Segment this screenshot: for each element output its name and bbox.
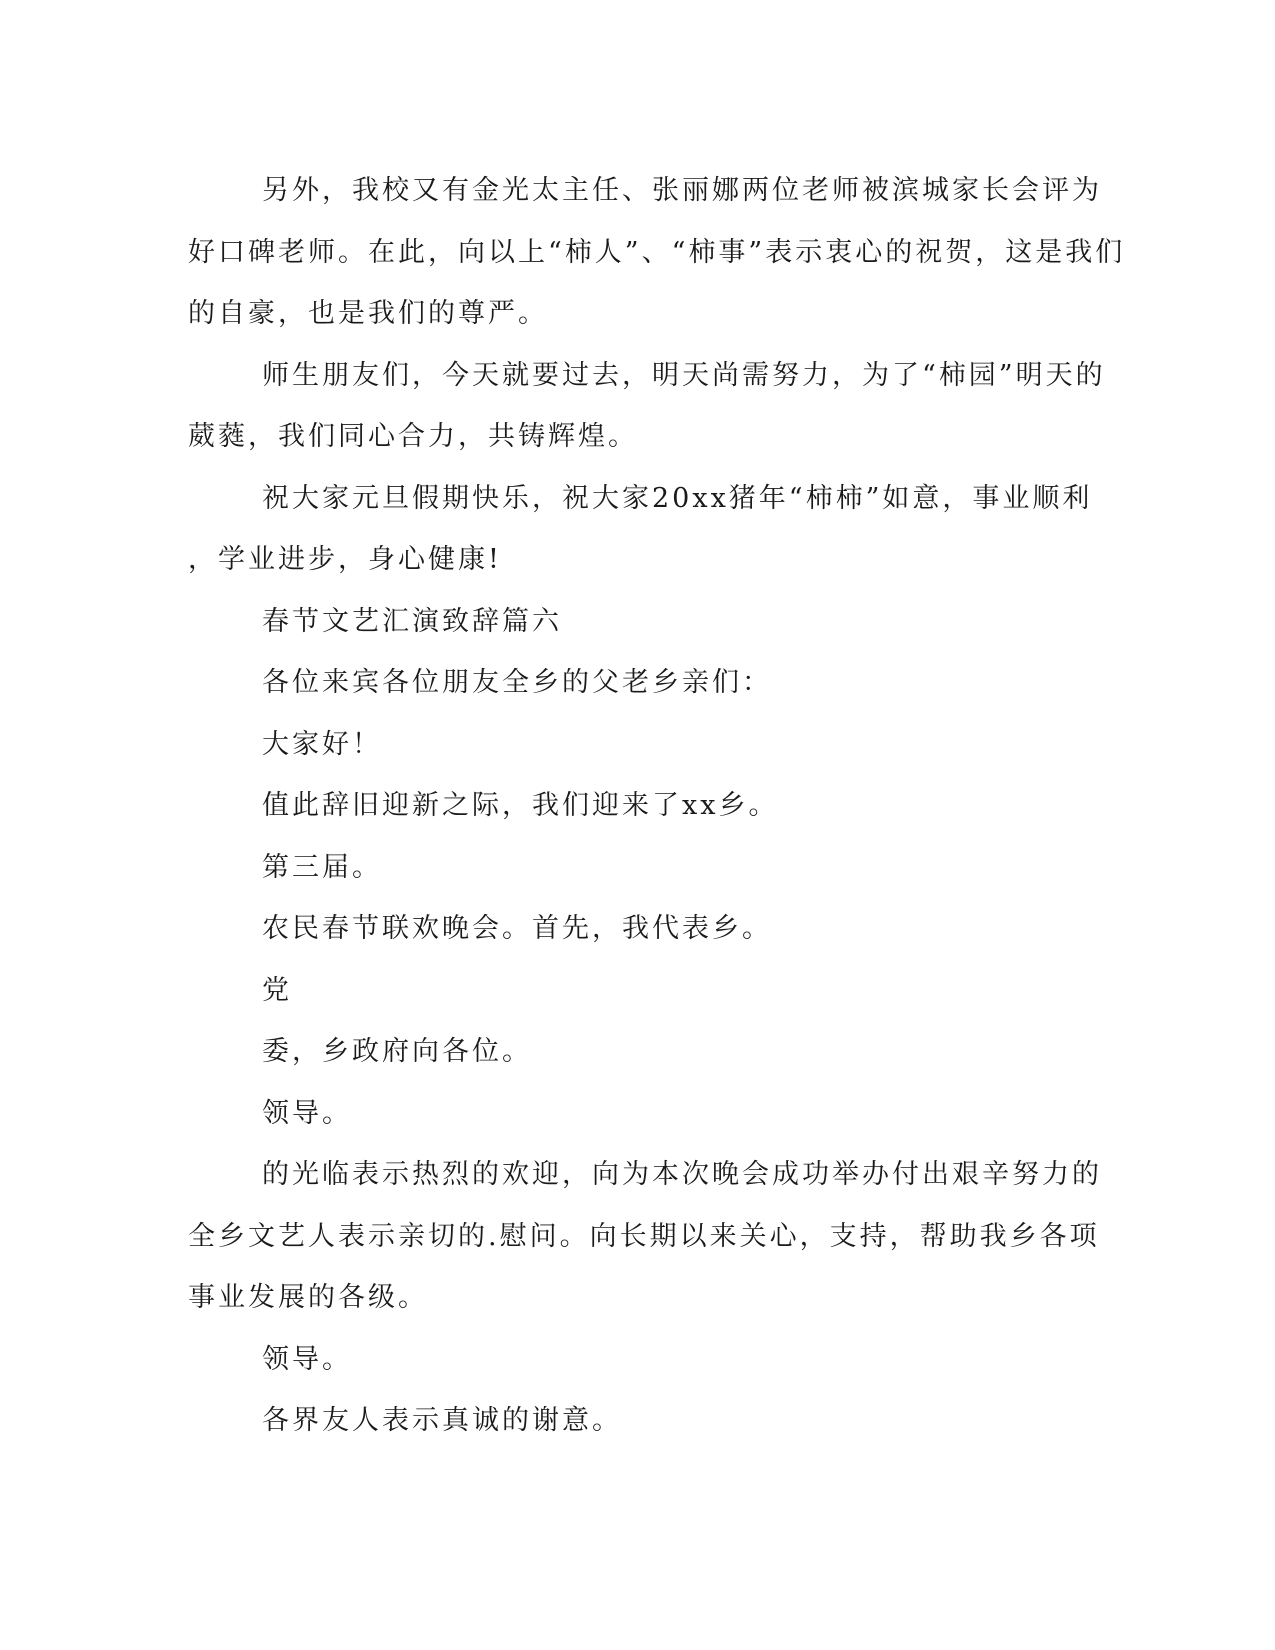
text-line: 好口碑老师。在此，向以上“柿人”、“柿事”表示衷心的祝贺，这是我们 [188, 236, 1126, 268]
text-line: 葳蕤，我们同心合力，共铸辉煌。 [188, 421, 638, 452]
text-line: 全乡文艺人表示亲切的.慰问。向长期以来关心，支持，帮助我乡各项 [188, 1220, 1100, 1252]
text-line: 师生朋友们，今天就要过去，明天尚需努力，为了“柿园”明天的 [262, 359, 1106, 391]
document-body [188, 160, 1126, 1452]
text-line: 领导。 [262, 1343, 352, 1375]
text-line: 事业发展的各级。 [188, 1282, 428, 1313]
text-line: 各界友人表示真诚的谢意。 [262, 1405, 622, 1436]
greeting: 大家好！ [262, 728, 382, 760]
text-line: 值此辞旧迎新之际，我们迎来了xx乡。 [262, 790, 779, 821]
text-line: 祝大家元旦假期快乐，祝大家20xx猪年“柿柿”如意，事业顺利 [262, 482, 1093, 514]
text-line: 委，乡政府向各位。 [262, 1036, 532, 1067]
text-line: ，学业进步，身心健康! [188, 544, 502, 575]
text-line: 农民春节联欢晚会。首先，我代表乡。 [262, 913, 772, 944]
text-line: 另外，我校又有金光太主任、张丽娜两位老师被滨城家长会评为 [262, 175, 1102, 206]
text-line: 党 [262, 974, 292, 1006]
text-line: 的自豪，也是我们的尊严。 [188, 298, 548, 329]
text-line: 的光临表示热烈的欢迎，向为本次晚会成功举办付出艰辛努力的 [262, 1159, 1102, 1190]
section-heading: 春节文艺汇演致辞篇六 [262, 605, 562, 637]
salutation: 各位来宾各位朋友全乡的父老乡亲们： [262, 667, 772, 698]
text-line: 第三届。 [262, 851, 382, 883]
text-line: 领导。 [262, 1097, 352, 1129]
